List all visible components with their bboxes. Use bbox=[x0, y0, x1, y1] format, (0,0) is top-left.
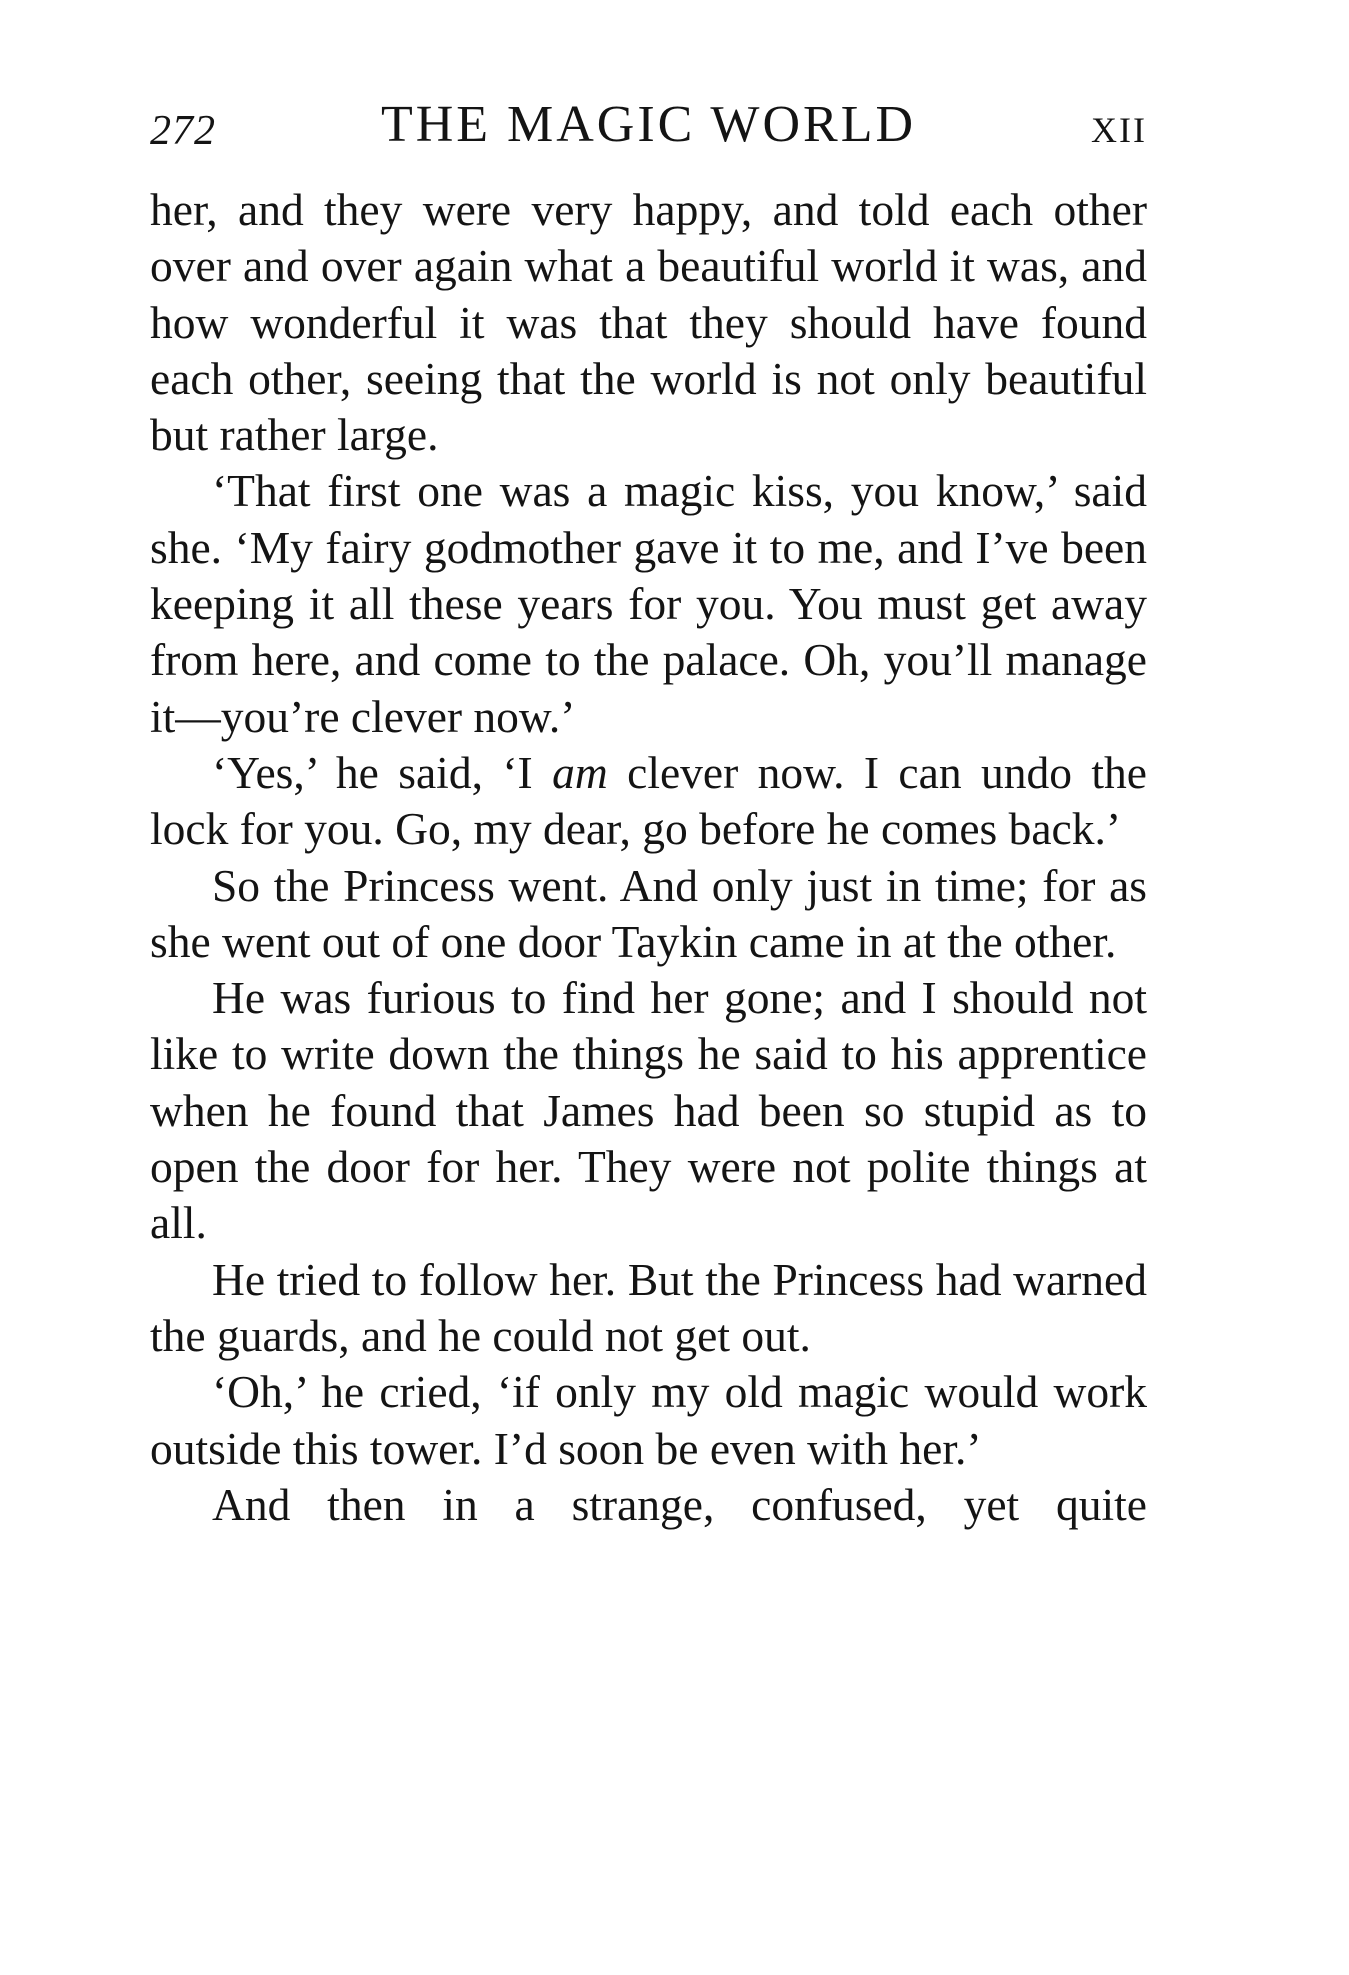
paragraph-8: And then in a strange, confused, yet quite bbox=[212, 1478, 1147, 1530]
page-number: 272 bbox=[150, 108, 216, 154]
paragraph-3-part-2: clever now. I can undo the lock for you. Go, my dear, go before he comes back.’ bbox=[150, 746, 1147, 855]
body-text bbox=[150, 182, 1147, 1533]
paragraph-1: her, and they were very happy, and told each other over and over again what a beautiful world it was, and how wonderful it was that they should have found each other, seeing that the world is not only beautiful but rather large. bbox=[150, 184, 1147, 461]
paragraph-6: He tried to follow her. But the Princess had warned the guards, and he could not get out. bbox=[150, 1253, 1147, 1361]
paragraph-3-part-1: ‘Yes,’ he said, ‘I bbox=[212, 746, 533, 798]
chapter-number: XII bbox=[1091, 110, 1147, 150]
paragraph-3 bbox=[150, 745, 1147, 858]
paragraph-2: ‘That first one was a magic kiss, you know,’ said she. ‘My fairy godmother gave it to me, and I’ve been keeping it all these years for you. You must get away from here, and come to the palace. Oh, you’ll manage it—you’re clever now.’ bbox=[150, 465, 1147, 742]
emphasized-word: am bbox=[552, 746, 608, 798]
paragraph-4: So the Princess went. And only just in time; for as she went out of one door Taykin came in at the other. bbox=[150, 859, 1147, 967]
running-title: THE MAGIC WORLD bbox=[380, 96, 917, 153]
paragraph-5: He was furious to find her gone; and I should not like to write down the things he said to his apprentice when he found that James had been so stupid as to open the door for her. They were not polite things at all. bbox=[150, 972, 1147, 1249]
paragraph-7: ‘Oh,’ he cried, ‘if only my old magic would work outside this tower. I’d soon be even with her.’ bbox=[150, 1366, 1147, 1474]
running-header bbox=[150, 95, 1147, 165]
